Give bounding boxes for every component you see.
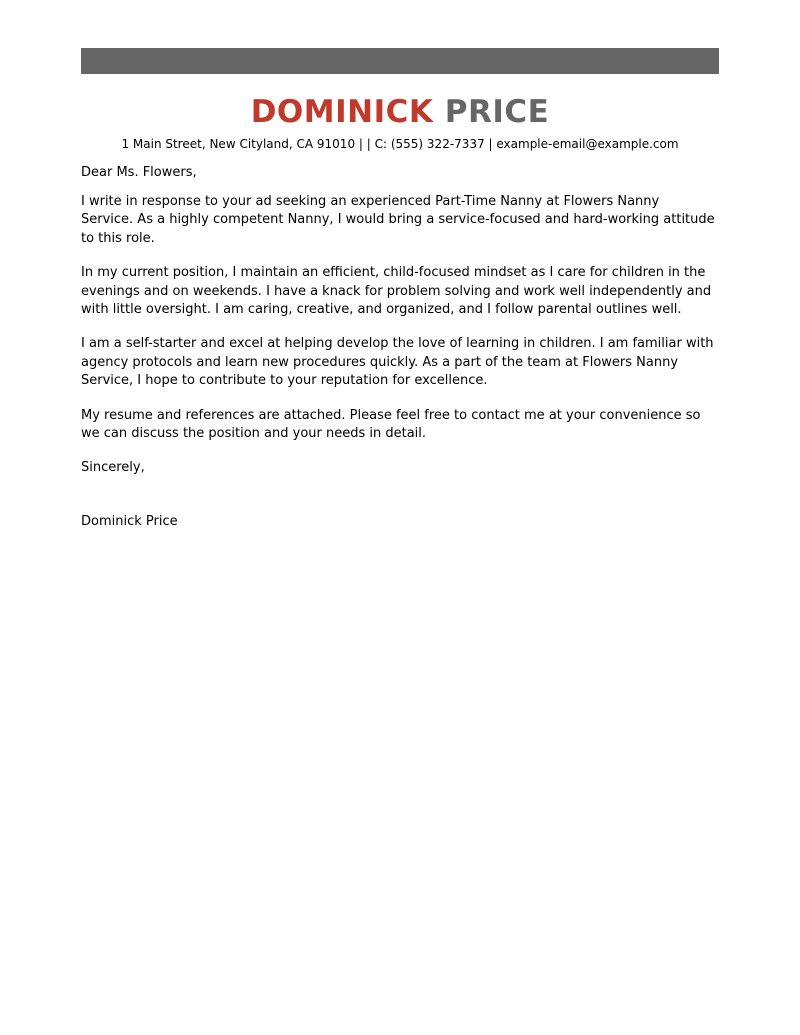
signature: Dominick Price xyxy=(81,513,178,529)
paragraph-line: In my current position, I maintain an efficient, child-focused mindset as I care for children in the xyxy=(81,265,706,281)
paragraph-line: with little oversight. I am caring, creative, and organized, and I follow parental outlines well. xyxy=(81,301,682,317)
paragraph-line: Service, I hope to contribute to your reputation for excellence. xyxy=(81,372,488,388)
salutation: Dear Ms. Flowers, xyxy=(81,165,197,180)
paragraph-line: evenings and on weekends. I have a knack for problem solving and work well independently and xyxy=(81,283,712,299)
closing: Sincerely, xyxy=(81,460,145,476)
paragraph-1 xyxy=(81,193,721,248)
contact-line: 1 Main Street, New Cityland, CA 91010 | | C: (555) 322-7337 | example-email@example.com xyxy=(121,137,679,151)
paragraph-line: to this role. xyxy=(81,230,155,246)
paragraph-line: Service. As a highly competent Nanny, I would bring a service-focused and hard-working attitude xyxy=(81,212,715,228)
paragraph-3 xyxy=(81,335,721,390)
last-name: PRICE xyxy=(444,94,550,130)
first-name: DOMINICK xyxy=(250,94,434,130)
paragraph-2 xyxy=(81,264,721,319)
header-bar xyxy=(81,48,719,74)
paragraph-4 xyxy=(81,407,721,443)
paragraph-line: we can discuss the position and your needs in detail. xyxy=(81,425,427,441)
letter-body xyxy=(81,164,721,531)
paragraph-line: I write in response to your ad seeking an experienced Part-Time Nanny at Flowers Nanny xyxy=(81,194,660,210)
applicant-name xyxy=(81,92,719,132)
paragraph-line: My resume and references are attached. Please feel free to contact me at your convenience so xyxy=(81,407,701,423)
paragraph-line: I am a self-starter and excel at helping develop the love of learning in children. I am familiar with xyxy=(81,336,714,352)
paragraph-line: agency protocols and learn new procedures quickly. As a part of the team at Flowers Nanny xyxy=(81,354,679,370)
